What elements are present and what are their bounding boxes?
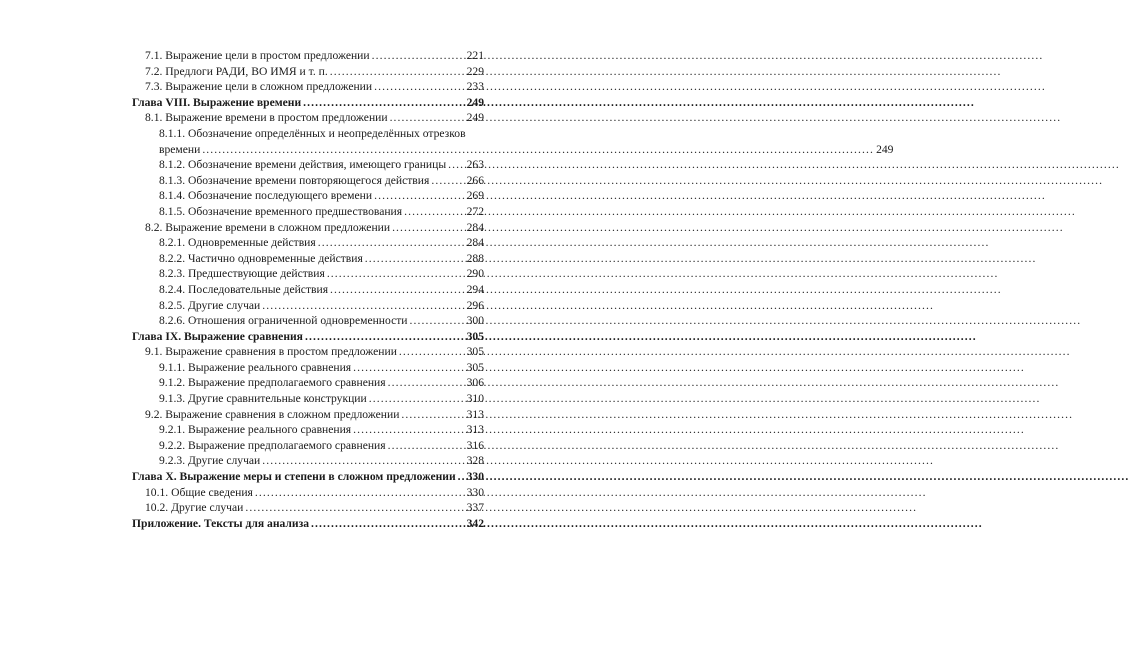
toc-page-number: 229 — [466, 64, 484, 78]
toc-page-number: 300 — [466, 314, 484, 328]
toc-entry-title: 9.1.2. Выражение предполагаемого сравнения — [159, 376, 386, 390]
toc-page-number: 284 — [466, 236, 484, 250]
toc-entry — [132, 188, 484, 204]
leader-dots — [311, 516, 465, 532]
toc-entry — [132, 251, 484, 267]
toc-entry-title: 9.2.1. Выражение реального сравнения — [159, 423, 352, 437]
toc-entry-title: 8.2. Выражение времени в сложном предложении — [145, 220, 391, 234]
toc-page-number: 288 — [466, 251, 484, 265]
toc-entry-title: 8.1.2. Обозначение времени действия, имеющего границы — [159, 158, 447, 172]
leader-dots — [410, 313, 465, 329]
leader-dots — [318, 235, 465, 251]
toc-page-number: 337 — [466, 501, 484, 515]
toc-entry-title: 9.1.1. Выражение реального сравнения — [159, 360, 352, 374]
leader-dots — [388, 438, 465, 454]
toc-page-number: 249 — [466, 95, 484, 109]
toc-entry — [132, 220, 484, 236]
toc-entry — [132, 235, 484, 251]
toc-entry-title: Глава X. Выражение меры и степени в сложном предложении — [132, 470, 456, 484]
leader-dots — [374, 79, 465, 95]
toc-entry — [132, 313, 484, 329]
toc-entry-title: 9.1.3. Другие сравнительные конструкции — [159, 392, 367, 406]
leader-dots — [262, 453, 464, 469]
toc-entry — [132, 344, 484, 360]
toc-page-number: 221 — [466, 49, 484, 62]
toc-page-number: 284 — [466, 220, 484, 234]
toc-entry — [132, 485, 484, 501]
leader-dots — [392, 220, 465, 236]
toc-page-number: 330 — [466, 470, 484, 484]
toc-entry-title: 8.2.5. Другие случаи — [159, 298, 261, 312]
toc-entry — [132, 375, 484, 391]
toc-entry-title: 8.2.1. Одновременные действия — [159, 236, 316, 250]
toc-page-number: 328 — [466, 454, 484, 468]
toc-entry — [132, 204, 484, 220]
leader-dots — [388, 375, 465, 391]
leader-dots — [369, 391, 465, 407]
leader-dots — [327, 266, 465, 282]
leader-dots — [330, 64, 465, 80]
leader-dots — [448, 157, 465, 173]
toc-entry-title: 8.2.2. Частично одновременные действия — [159, 251, 363, 265]
toc-entry-title: 10.1. Общие сведения — [145, 485, 253, 499]
toc-page-number: 313 — [466, 423, 484, 437]
toc-page-number: 305 — [466, 360, 484, 374]
toc-entry — [132, 500, 484, 516]
toc-page-number: 266 — [466, 173, 484, 187]
toc-entry-title: 8.2.4. Последовательные действия — [159, 282, 329, 296]
toc-entry — [132, 157, 484, 173]
toc-entry-title: 9.1. Выражение сравнения в простом предложении — [145, 345, 397, 359]
toc-entry — [132, 173, 484, 189]
toc-entry-title: 8.1.4. Обозначение последующего времени — [159, 189, 373, 203]
leader-dots — [431, 173, 464, 189]
toc-entry-title: 8.1.5. Обозначение временного предшествования — [159, 204, 403, 218]
toc-entry — [132, 360, 484, 376]
toc-page-number: 249 — [466, 111, 484, 125]
toc-page-number: 306 — [466, 376, 484, 390]
leader-dots — [255, 485, 465, 501]
leader-dots — [245, 500, 464, 516]
leader-dots — [303, 95, 464, 111]
toc-page-number: 305 — [466, 345, 484, 359]
toc-chapter-entry — [132, 516, 484, 532]
toc-entry-title-continuation: времени — [159, 142, 201, 156]
leader-dots — [390, 110, 465, 126]
toc-entry-title: 8.2.3. Предшествующие действия — [159, 267, 325, 281]
toc-entry-title: 10.2. Другие случаи — [145, 501, 244, 515]
toc-entry-title: 9.2. Выражение сравнения в сложном предложении — [145, 407, 400, 421]
toc-page-number: 233 — [466, 80, 484, 94]
leader-dots — [404, 204, 465, 220]
toc-entry — [132, 407, 484, 423]
toc-entry-title: 7.2. Предлоги РАДИ, ВО ИМЯ и т. п. — [145, 64, 328, 78]
toc-entry-title: 7.3. Выражение цели в сложном предложении — [145, 80, 373, 94]
toc-page-number: 263 — [466, 158, 484, 172]
toc-entry — [132, 438, 484, 454]
toc-entry-title: 7.1. Выражение цели в простом предложении — [145, 49, 370, 62]
toc-page-number: 342 — [466, 516, 484, 530]
toc-entry-title: Глава VIII. Выражение времени — [132, 95, 302, 109]
toc-entry — [132, 126, 894, 157]
toc-chapter-entry — [132, 329, 484, 345]
leader-dots — [401, 407, 464, 423]
toc-page-number: 272 — [466, 204, 484, 218]
toc-entry — [132, 391, 484, 407]
leader-dots — [330, 282, 465, 298]
toc-page-number: 313 — [466, 407, 484, 421]
leader-dots — [353, 360, 464, 376]
toc-page-number: 269 — [466, 189, 484, 203]
toc-page-number: 294 — [466, 282, 484, 296]
toc-page-number: 330 — [466, 485, 484, 499]
toc-entry — [132, 110, 484, 126]
toc-entry-title: 9.2.3. Другие случаи — [159, 454, 261, 468]
leader-dots — [372, 48, 465, 64]
toc-chapter-entry — [132, 95, 484, 111]
toc-entry-title: 9.2.2. Выражение предполагаемого сравнения — [159, 438, 386, 452]
toc-entry — [132, 282, 484, 298]
toc-entry — [132, 422, 484, 438]
leader-dots — [305, 329, 465, 345]
leader-dots — [262, 298, 464, 314]
leader-dots — [202, 142, 874, 158]
leader-dots — [365, 251, 465, 267]
toc-entry — [132, 64, 484, 80]
toc-entry — [132, 298, 484, 314]
leader-dots — [458, 469, 465, 485]
leader-dots — [399, 344, 465, 360]
toc-entry — [132, 453, 484, 469]
toc-entry-title: 8.1.3. Обозначение времени повторяющегося действия — [159, 173, 430, 187]
table-of-contents — [132, 48, 894, 531]
toc-page-number: 310 — [466, 392, 484, 406]
toc-page-number: 249 — [876, 142, 894, 156]
toc-entry-title: 8.1.1. Обозначение определённых и неопределённых отрезков — [159, 126, 466, 140]
toc-entry — [132, 79, 484, 95]
toc-page-number: 290 — [466, 267, 484, 281]
leader-dots — [374, 188, 465, 204]
toc-entry-title: 8.1. Выражение времени в простом предложении — [145, 111, 388, 125]
toc-entry — [132, 266, 484, 282]
toc-page-number: 296 — [466, 298, 484, 312]
toc-entry-title: 8.2.6. Отношения ограниченной одновременности — [159, 314, 408, 328]
toc-entry — [132, 48, 484, 64]
toc-entry-title: Глава IX. Выражение сравнения — [132, 329, 303, 343]
toc-page-number: 305 — [466, 329, 484, 343]
toc-chapter-entry — [132, 469, 484, 485]
toc-page-number: 316 — [466, 438, 484, 452]
toc-entry-title: Приложение. Тексты для анализа — [132, 516, 310, 530]
leader-dots — [353, 422, 464, 438]
